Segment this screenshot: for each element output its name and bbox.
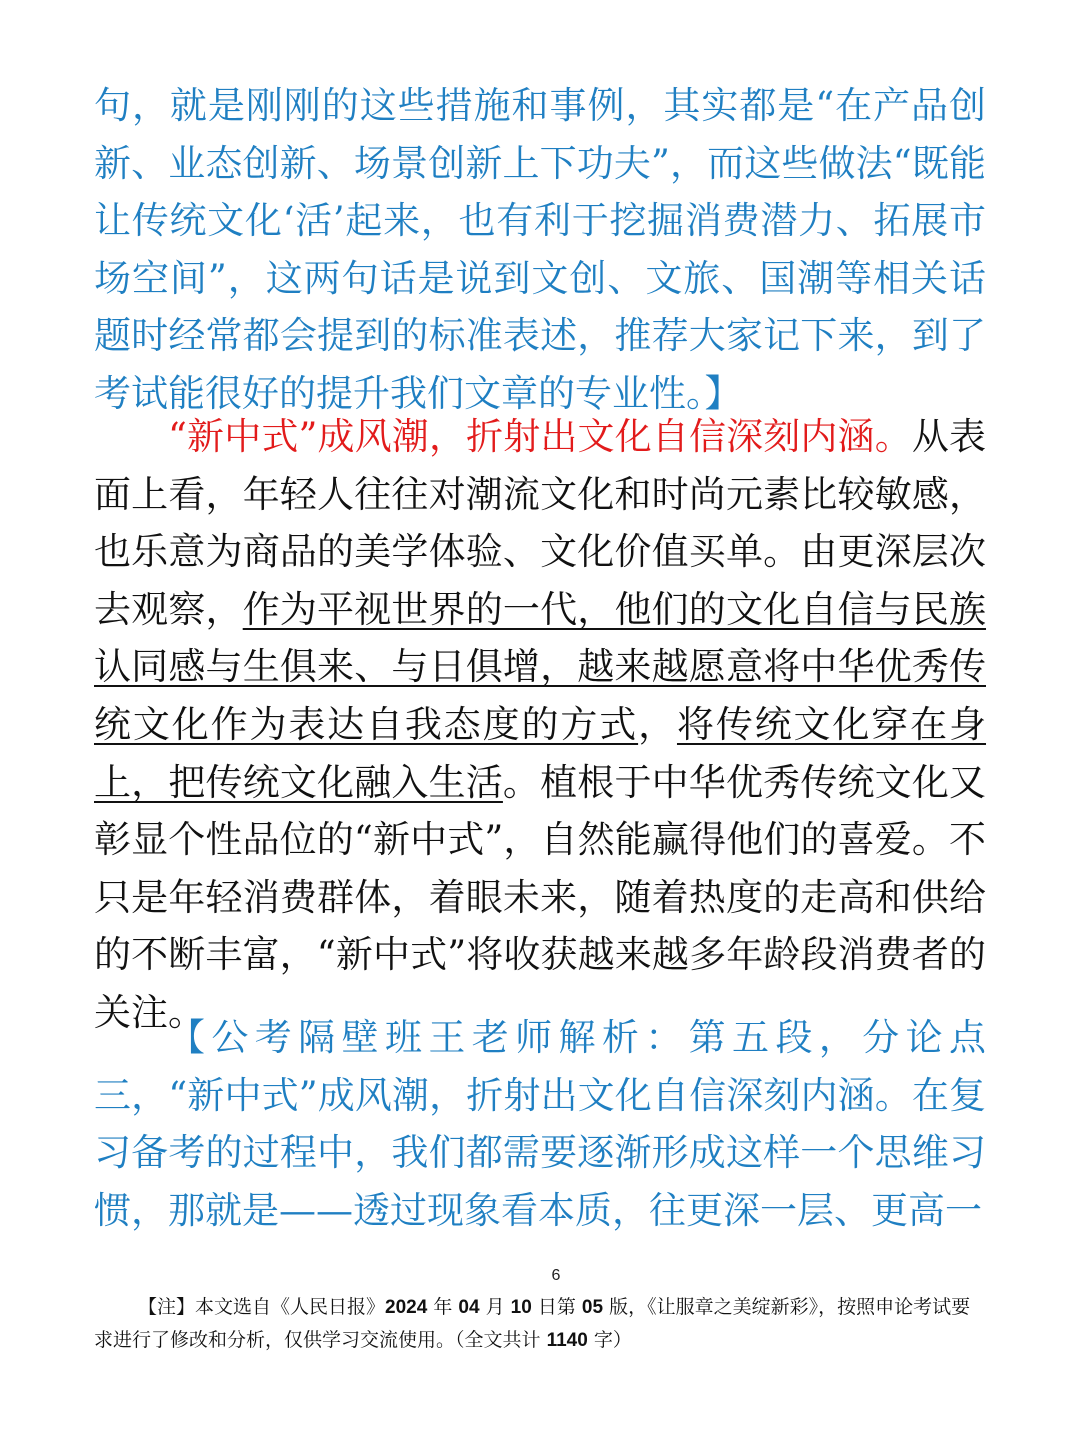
footnote-count: 1140 <box>546 1330 588 1351</box>
body-text-c: 。植根于中华优秀传统文化又彰显个性品位的“新中式”，自然能赢得他们的喜爱。不只是年轻消费群体，着眼未来，随着热度的走高和供给的不断丰富，“新中式”将收获越来越多年龄段消费者的关注。 <box>94 760 987 1034</box>
section-heading: “新中式”成风潮，折射出文化自信深刻内涵。 <box>168 415 912 458</box>
footnote-edition: 05 <box>581 1297 604 1318</box>
analysis-text-2: 【公考隔壁班王老师解析：第五段，分论点三，“新中式”成风潮，折射出文化自信深刻内涵。在复习备考的过程中，我们都需要逐渐形成这样一个思维习惯，那就是——透过现象看本质，往更深一层、更高一 <box>94 1016 986 1232</box>
footnote-t1: 年 <box>433 1296 453 1318</box>
analysis-paragraph <box>94 1009 986 1239</box>
analysis-text: 句，就是刚刚的这些措施和事例，其实都是“在产品创新、业态创新、场景创新上下功夫”，而这些做法“既能让传统文化‘活’起来，也有利于挖掘消费潜力、拓展市场空间”，这两句话是说到文创、文旅、国潮等相关话题时经常都会提到的标准表述，推荐大家记下来，到了考试能很好的提升我们文章的专业性。】 <box>94 84 986 415</box>
analysis-paragraph-continued <box>94 77 986 423</box>
footnote-year: 2024 <box>385 1297 428 1318</box>
footnote-month: 04 <box>458 1297 480 1318</box>
footnote-t2: 月 <box>485 1296 505 1318</box>
body-text-b: ， <box>638 702 677 746</box>
underlined-text-2: 将传统文化穿在身上，把传统文化融入生活 <box>94 702 987 804</box>
page-number: 6 <box>551 1267 561 1284</box>
footnote-day: 10 <box>510 1297 532 1318</box>
footnote-t3: 日第 <box>537 1296 576 1318</box>
body-text-a: 从表面上看，年轻人往往对潮流文化和时尚元素比较敏感，也乐意为商品的美学体验、文化价值买单。由更深层次去观察， <box>94 415 986 631</box>
underlined-text-1: 作为平视世界的一代，他们的文化自信与民族认同感与生俱来、与日俱增，越来越愿意将中华优秀传统文化作为表达自我态度的方式 <box>94 587 987 746</box>
footnote-t5: 字） <box>593 1329 632 1351</box>
body-paragraph <box>94 408 986 1042</box>
footnote-prefix: 【注】本文选自《人民日报》 <box>138 1296 386 1318</box>
footnote <box>94 1291 986 1357</box>
footnote-t4: 版，《让服章之美绽新彩》，按照申论考试要求进行了修改和分析，仅供学习交流使用。（全文共计 <box>94 1296 971 1351</box>
